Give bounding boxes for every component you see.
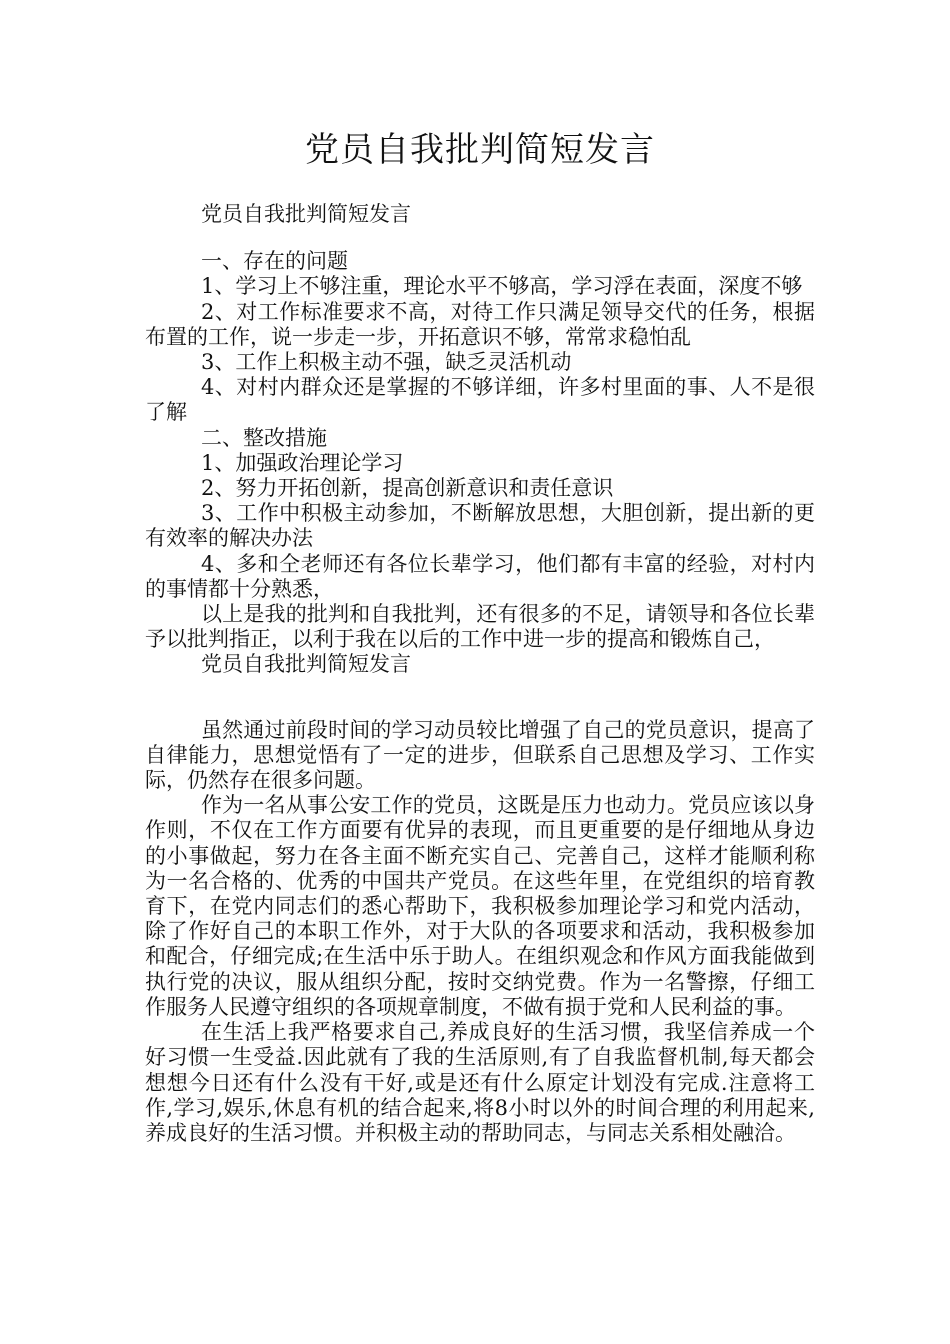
problem-item-1: 1、学习上不够注重，理论水平不够高，学习浮在表面，深度不够 (201, 274, 803, 299)
measure-item-3: 3、工作中积极主动参加，不断解放思想，大胆创新，提出新的更有效率的解决办法 (145, 501, 815, 551)
body-paragraph-3: 在生活上我严格要求自己,养成良好的生活习惯，我坚信养成一个好习惯一生受益.因此就有了我的生活原则,有了自我监督机制,每天都会想想今日还有什么没有干好,或是还有什么原定计划没有完成.注意将工作,学习,娱乐,休息有机的结合起来,将8小时以外的时间合理的利用起来,养成良好的生活习惯。并积极主动的帮助同志，与同志关系相处融洽。 (145, 1020, 815, 1145)
problem-item-2: 2、对工作标准要求不高，对待工作只满足领导交代的任务，根据布置的工作，说一步走一步，开拓意识不够，常常求稳怕乱 (145, 299, 815, 349)
section2-subtitle: 党员自我批判简短发言 (201, 652, 411, 677)
problem-item-3: 3、工作上积极主动不强，缺乏灵活机动 (201, 350, 572, 375)
document-title: 党员自我批判简短发言 (305, 130, 655, 170)
document-page (145, 128, 815, 1146)
closing-paragraph: 以上是我的批判和自我批判，还有很多的不足，请领导和各位长辈予以批判指正，以利于我在以后的工作中进一步的提高和锻炼自己， (145, 602, 815, 652)
measure-item-4: 4、多和仝老师还有各位长辈学习，他们都有丰富的经验，对村内的事情都十分熟悉， (145, 551, 815, 601)
measure-item-2: 2、努力开拓创新，提高创新意识和责任意识 (201, 476, 614, 501)
measure-item-1: 1、加强政治理论学习 (201, 450, 404, 475)
problem-item-4: 4、对村内群众还是掌握的不够详细，许多村里面的事、人不是很了解 (145, 375, 815, 425)
heading-measures: 二、整改措施 (201, 425, 327, 450)
body-paragraph-1: 虽然通过前段时间的学习动员较比增强了自己的党员意识，提高了自律能力，思想觉悟有了一定的进步，但联系自己思想及学习、工作实际，仍然存在很多问题。 (145, 717, 815, 793)
heading-problems: 一、存在的问题 (201, 249, 348, 274)
section1-subtitle: 党员自我批判简短发言 (201, 202, 411, 226)
body-paragraph-2: 作为一名从事公安工作的党员，这既是压力也动力。党员应该以身作则，不仅在工作方面要有优异的表现，而且更重要的是仔细地从身边的小事做起，努力在各主面不断充实自己、完善自己，这样才能顺利称为一名合格的、优秀的中国共产党员。在这些年里，在党组织的培育教育下，在党内同志们的悉心帮助下，我积极参加理论学习和党内活动，除了作好自己的本职工作外，对于大队的各项要求和活动，我积极参加和配合，仔细完成;在生活中乐于助人。在组织观念和作风方面我能做到执行党的决议，服从组织分配，按时交纳党费。作为一名警擦，仔细工作服务人民遵守组织的各项规章制度，不做有损于党和人民利益的事。 (145, 793, 815, 1019)
